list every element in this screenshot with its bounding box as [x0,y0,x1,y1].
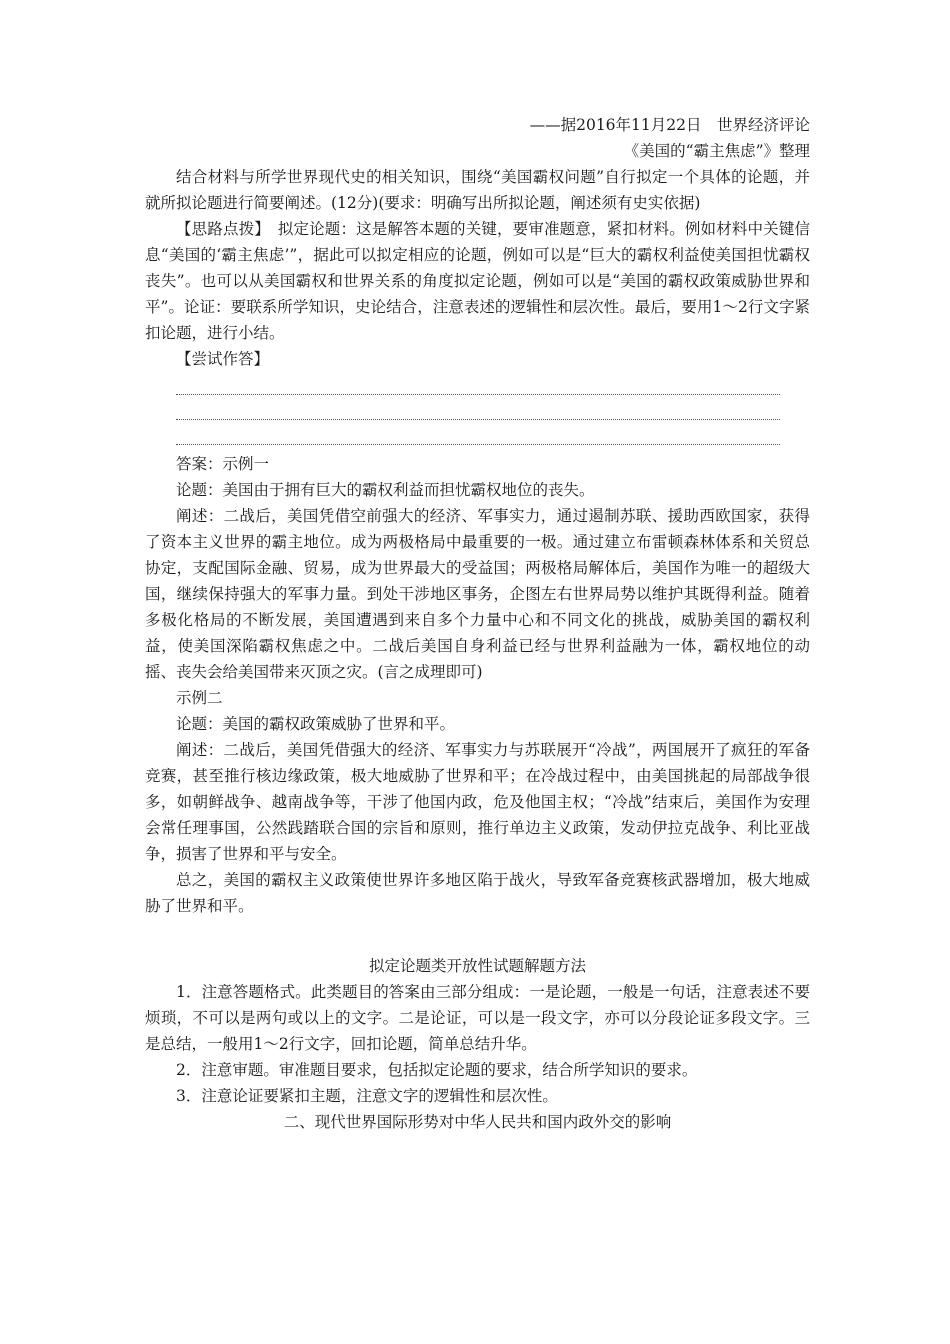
answer-example-2: 示例二 [176,689,223,707]
method-item-3: 3．注意论证要紧扣主题，注意文字的逻辑性和层次性。 [176,1087,558,1105]
answer-body-2: 阐述：二战后，美国凭借强大的经济、军事实力与苏联展开“冷战”，两国展开了疯狂的军备竞赛，甚至推行核边缘政策，极大地威胁了世界和平；在冷战过程中，由美国挑起的局部战争很多，如朝鲜战争、越南战争等，干涉了他国内政，危及他国主权；“冷战”结束后，美国作为安理会常任理事国，公然践踏联合国的宗旨和原则，推行单边主义政策，发动伊拉克战争、利比亚战争，损害了世界和平与安全。 [145,741,810,863]
method-item-1: 1．注意答题格式。此类题目的答案由三部分组成：一是论题，一般是一句话，注意表述不要烦琐，不可以是两句或以上的文字。二是论证，可以是一段文字，亦可以分段论证多段文字。三是总结，一般用1～2行文字，回扣论题，简单总结升华。 [145,983,810,1053]
hint-label: 【思路点拨】 [176,220,263,238]
source-line-2: 《美国的“霸主焦虑”》整理 [623,142,810,160]
hint-text: 拟定论题：这是解答本题的关键，要审准题意，紧扣材料。例如材料中关键信息“美国的‘霸主焦虑’”，据此可以拟定相应的论题，例如可以是“巨大的霸权利益使美国担忧霸权丧失”。也可以从美国霸权和世界关系的角度拟定论题，例如可以是“美国的霸权政策威胁世界和平”。论证：要联系所学知识，史论结合，注意表述的逻辑性和层次性。最后，要用1～2行文字紧扣论题，进行小结。 [145,220,810,342]
hint-paragraph [145,216,810,346]
answer-summary: 总之，美国的霸权主义政策使世界许多地区陷于战火，导致军备竞赛核武器增加，极大地威胁了世界和平。 [145,871,810,915]
answer-body-1: 阐述：二战后，美国凭借空前强大的经济、军事实力，通过遏制苏联、援助西欧国家，获得了资本主义世界的霸主地位。成为两极格局中最重要的一极。通过建立布雷顿森林体系和关贸总协定，支配国际金融、贸易，成为世界最大的受益国；两极格局解体后，美国作为唯一的超级大国，继续保持强大的军事力量。到处干涉地区事务，企图左右世界局势以维护其既得利益。随着多极化格局的不断发展，美国遭遇到来自多个力量中心和不同文化的挑战，威胁美国的霸权利益，使美国深陷霸权焦虑之中。二战后美国自身利益已经与世界利益融为一体，霸权地位的动摇、丧失会给美国带来灭顶之灾。(言之成理即可) [145,507,810,681]
source-line-1: ——据2016年11月22日 世界经济评论 [529,116,810,134]
section-heading: 二、现代世界国际形势对中华人民共和国内政外交的影响 [283,1113,672,1131]
method-item-2: 2．注意审题。审准题目要求，包括拟定论题的要求，结合所学知识的要求。 [176,1061,698,1079]
answer-line[interactable] [176,444,780,445]
answer-line[interactable] [176,419,780,420]
try-answer-label: 【尝试作答】 [176,350,270,368]
question-paragraph: 结合材料与所学世界现代史的相关知识，围绕“美国霸权问题”自行拟定一个具体的论题，并就所拟论题进行简要阐述。(12分)(要求：明确写出所拟论题，阐述须有史实依据) [145,168,810,212]
spacer [145,919,810,945]
method-title: 拟定论题类开放性试题解题方法 [368,957,586,975]
document-page [145,112,810,1135]
answer-lines [145,372,810,445]
answer-line[interactable] [176,394,780,395]
answer-thesis-1: 论题：美国由于拥有巨大的霸权利益而担忧霸权地位的丧失。 [176,481,595,499]
answer-thesis-2: 论题：美国的霸权政策威胁了世界和平。 [176,715,456,733]
answer-intro: 答案：示例一 [176,455,270,473]
